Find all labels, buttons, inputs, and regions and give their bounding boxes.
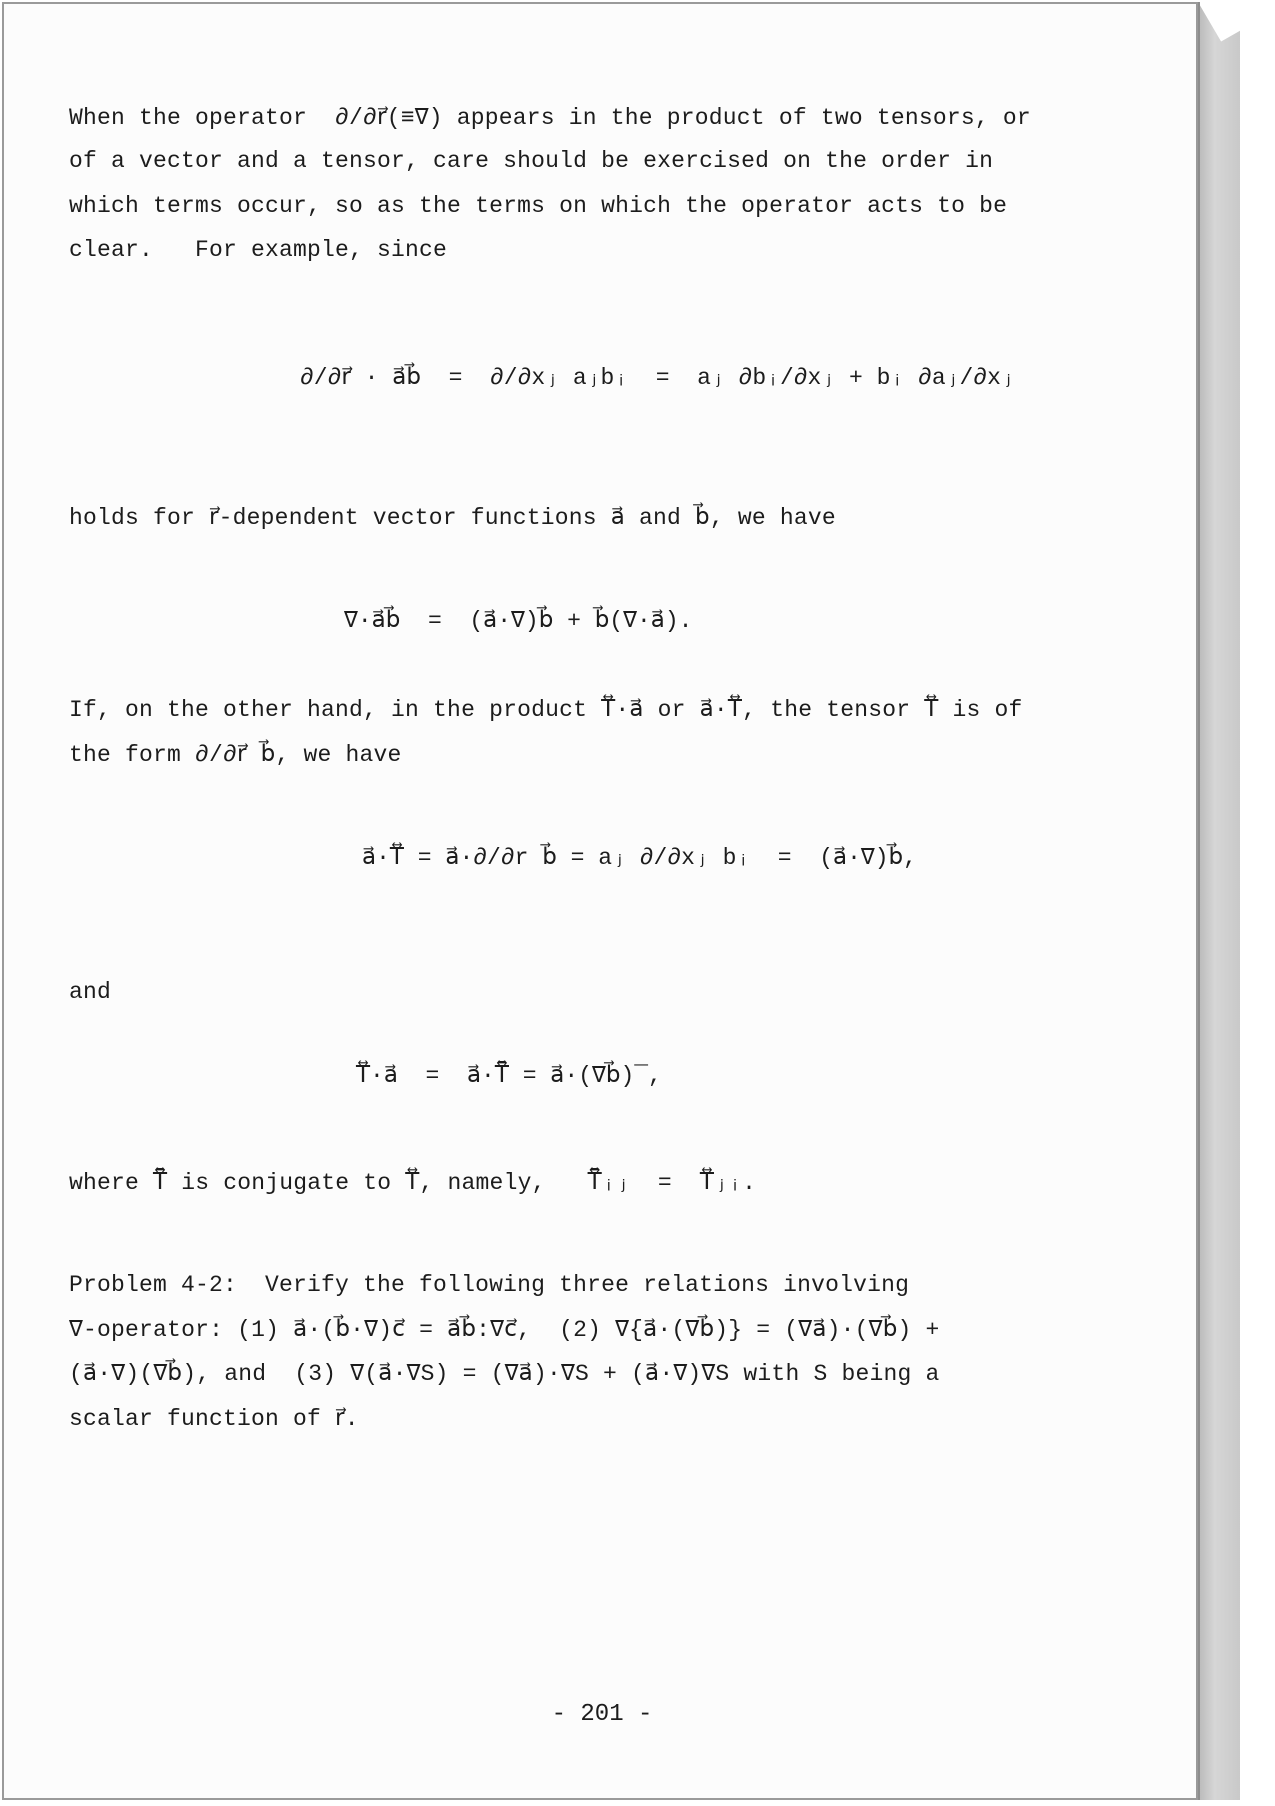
- problem-line-2: ∇-operator: (1) a⃗·(b⃗·∇)c⃗ = a⃗b⃗:∇c⃗, (2) ∇{a⃗·(∇b⃗)} = (∇a⃗)·(∇b⃗) +: [69, 1317, 940, 1343]
- equation-2: ∇·a⃗b⃗ = (a⃗·∇)b⃗ + b⃗(∇·a⃗).: [344, 608, 693, 634]
- page-edge-line: [1198, 2, 1200, 1800]
- problem-line-3: (a⃗·∇)(∇b⃗), and (3) ∇(a⃗·∇S) = (∇a⃗)·∇S + (a⃗·∇)∇S with S being a: [69, 1361, 940, 1387]
- paragraph-3-line-2: the form ∂/∂r⃗ b⃗, we have: [69, 742, 402, 768]
- paragraph-1-line-4: clear. For example, since: [69, 237, 448, 263]
- problem-line-1: Problem 4-2: Verify the following three relations involving: [69, 1272, 910, 1298]
- document-page: [2, 2, 1198, 1800]
- equation-1: ∂/∂r⃗ · a⃗b⃗ = ∂/∂xⱼ aⱼbᵢ = aⱼ ∂bᵢ/∂xⱼ + bᵢ ∂aⱼ/∂xⱼ: [300, 365, 1015, 391]
- equation-4: T⃡·a⃗ = a⃗·T̄⃡ = a⃗·(∇b⃗)‾,: [356, 1063, 662, 1089]
- paragraph-3-line-1: If, on the other hand, in the product T⃡·a⃗ or a⃗·T⃡, the tensor T⃡ is of: [69, 697, 1023, 723]
- and-word: and: [69, 979, 112, 1005]
- page-edge-shadow: [1198, 2, 1240, 1800]
- equation-3: a⃗·T⃡ = a⃗·∂/∂r b⃗ = aⱼ ∂/∂xⱼ bᵢ = (a⃗·∇)b⃗,: [362, 845, 917, 871]
- problem-line-4: scalar function of r⃗.: [69, 1406, 359, 1432]
- page-number: - 201 -: [551, 1701, 653, 1728]
- paragraph-2: holds for r⃗-dependent vector functions a⃗ and b⃗, we have: [69, 505, 836, 531]
- paragraph-1-line-3: which terms occur, so as the terms on which the operator acts to be: [69, 193, 1008, 219]
- paragraph-4: where T̄⃡ is conjugate to T⃡, namely, T̄⃡ᵢⱼ = T⃡ⱼᵢ.: [69, 1170, 757, 1196]
- paragraph-1-line-1: When the operator ∂/∂r⃗(≡∇) appears in the product of two tensors, or: [69, 105, 1031, 131]
- paragraph-1-line-2: of a vector and a tensor, care should be exercised on the order in: [69, 148, 994, 174]
